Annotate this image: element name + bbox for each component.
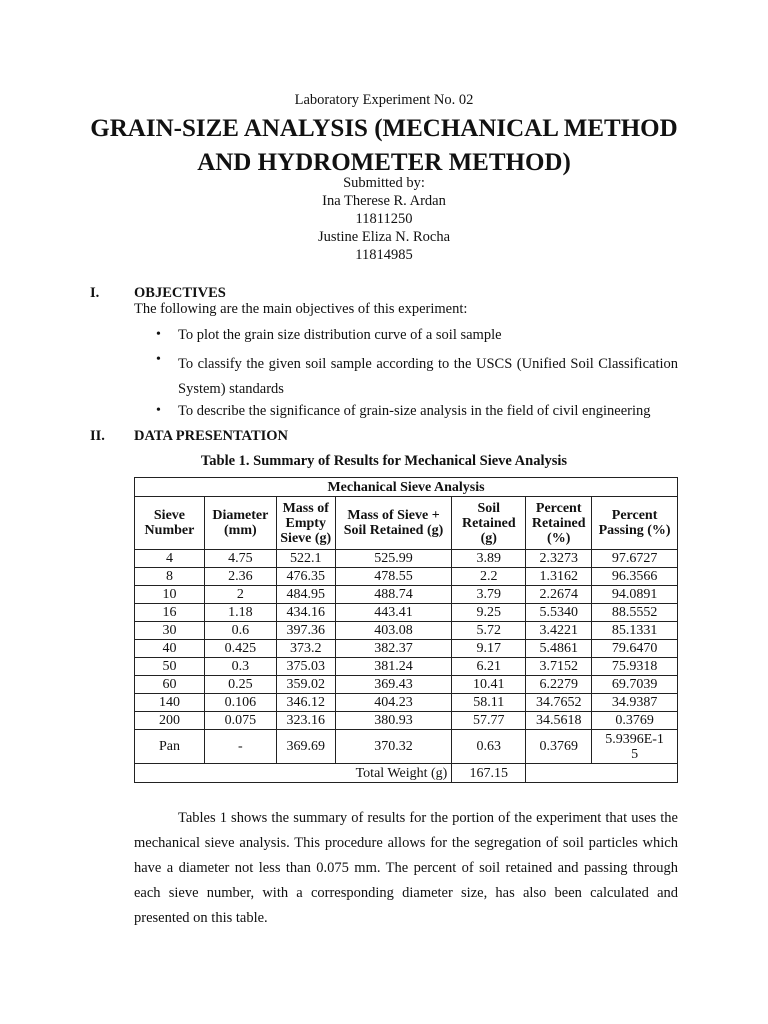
total-weight-value: 167.15: [452, 764, 526, 783]
column-header: Sieve Number: [135, 497, 205, 550]
table-cell: 525.99: [335, 550, 452, 568]
table-cell: 2.36: [204, 568, 276, 586]
table-cell: 97.6727: [592, 550, 678, 568]
section-numeral: I.: [90, 285, 100, 301]
bullet-icon: •: [156, 403, 161, 418]
table-cell: 375.03: [276, 658, 335, 676]
table-cell: 5.9396E-15: [592, 730, 678, 764]
column-header: Mass of Empty Sieve (g): [276, 497, 335, 550]
sieve-analysis-table: [134, 477, 678, 783]
section-numeral: II.: [90, 428, 105, 444]
submitted-by-label: Submitted by:: [343, 175, 425, 191]
section-heading: DATA PRESENTATION: [134, 428, 289, 444]
bullet-icon: •: [156, 327, 161, 342]
table-cell: 2: [204, 586, 276, 604]
table-cell: 0.3: [204, 658, 276, 676]
table-cell: 5.5340: [526, 604, 592, 622]
table-row: [135, 550, 678, 568]
table-cell: 5.72: [452, 622, 526, 640]
table-cell: 476.35: [276, 568, 335, 586]
table-cell: 8: [135, 568, 205, 586]
table-cell: 4.75: [204, 550, 276, 568]
table-cell: 9.25: [452, 604, 526, 622]
table-cell: 75.9318: [592, 658, 678, 676]
table-cell: 2.2: [452, 568, 526, 586]
table-cell: 397.36: [276, 622, 335, 640]
document-title-line2: AND HYDROMETER METHOD): [197, 149, 571, 176]
table-cell: 0.25: [204, 676, 276, 694]
table-cell: 57.77: [452, 712, 526, 730]
table-cell: 88.5552: [592, 604, 678, 622]
table-cell: 34.7652: [526, 694, 592, 712]
table-row: [135, 604, 678, 622]
table-cell: 434.16: [276, 604, 335, 622]
table-cell: 6.21: [452, 658, 526, 676]
table-cell: 0.3769: [526, 730, 592, 764]
table-cell: 381.24: [335, 658, 452, 676]
table-row: [135, 568, 678, 586]
table-cell: 369.43: [335, 676, 452, 694]
table-cell: 50: [135, 658, 205, 676]
table-cell: 5.4861: [526, 640, 592, 658]
table-cell: 10.41: [452, 676, 526, 694]
table-cell: 0.106: [204, 694, 276, 712]
table-cell: 3.89: [452, 550, 526, 568]
table-cell: 403.08: [335, 622, 452, 640]
table-cell: 2.2674: [526, 586, 592, 604]
objective-item: To plot the grain size distribution curve of a soil sample: [178, 327, 502, 343]
total-weight-label: Total Weight (g): [135, 764, 452, 783]
objectives-intro: The following are the main objectives of this experiment:: [134, 301, 468, 317]
table-cell: 69.7039: [592, 676, 678, 694]
table-cell: 359.02: [276, 676, 335, 694]
table-cell: 0.6: [204, 622, 276, 640]
table-cell: 3.7152: [526, 658, 592, 676]
table-cell: 40: [135, 640, 205, 658]
objective-item: To describe the significance of grain-size analysis in the field of civil engineering: [178, 403, 651, 419]
table-cell: 96.3566: [592, 568, 678, 586]
table-cell: 443.41: [335, 604, 452, 622]
column-header: Soil Retained (g): [452, 497, 526, 550]
objective-item: To classify the given soil sample according to the USCS (Unified Soil Classification System) standards: [178, 356, 678, 397]
table-cell: 346.12: [276, 694, 335, 712]
author-id: 11814985: [355, 247, 413, 263]
table-row: [135, 712, 678, 730]
table-row: [135, 586, 678, 604]
document-title-line1: GRAIN-SIZE ANALYSIS (MECHANICAL METHOD: [90, 115, 678, 142]
empty-cell: [526, 764, 678, 783]
table-cell: 404.23: [335, 694, 452, 712]
table-row: [135, 640, 678, 658]
column-header: Mass of Sieve + Soil Retained (g): [335, 497, 452, 550]
experiment-number: Laboratory Experiment No. 02: [294, 92, 474, 108]
table-cell: 478.55: [335, 568, 452, 586]
section-heading: OBJECTIVES: [134, 285, 226, 301]
table-row: [135, 730, 678, 764]
table-cell: 34.5618: [526, 712, 592, 730]
table-cell: 369.69: [276, 730, 335, 764]
table-cell: 323.16: [276, 712, 335, 730]
table-cell: Pan: [135, 730, 205, 764]
table-cell: 1.18: [204, 604, 276, 622]
column-header: Diameter (mm): [204, 497, 276, 550]
table-cell: 9.17: [452, 640, 526, 658]
table-cell: 16: [135, 604, 205, 622]
author-id: 11811250: [355, 211, 413, 227]
table-cell: 4: [135, 550, 205, 568]
table-row: [135, 658, 678, 676]
table-cell: 522.1: [276, 550, 335, 568]
results-paragraph: Tables 1 shows the summary of results for the portion of the experiment that uses the mechanical sieve analysis. This procedure allows for the segregation of soil particles which have a diameter not less than 0.075 mm. The percent of soil retained and passing through each sieve number, with a corresponding diameter size, has also been calculated and presented on this table.: [134, 810, 678, 926]
table-cell: 380.93: [335, 712, 452, 730]
table-cell: 34.9387: [592, 694, 678, 712]
table-cell: 79.6470: [592, 640, 678, 658]
table-cell: 373.2: [276, 640, 335, 658]
table-cell: 60: [135, 676, 205, 694]
table-cell: 6.2279: [526, 676, 592, 694]
table-cell: 382.37: [335, 640, 452, 658]
table-cell: 3.4221: [526, 622, 592, 640]
table-cell: -: [204, 730, 276, 764]
table-row: [135, 676, 678, 694]
table-cell: 1.3162: [526, 568, 592, 586]
author-name: Ina Therese R. Ardan: [322, 193, 446, 209]
column-header: Percent Retained (%): [526, 497, 592, 550]
table-row: [135, 622, 678, 640]
table-cell: 10: [135, 586, 205, 604]
table-cell: 3.79: [452, 586, 526, 604]
table-caption: Table 1. Summary of Results for Mechanical Sieve Analysis: [200, 453, 568, 469]
table-cell: 0.3769: [592, 712, 678, 730]
table-cell: 0.63: [452, 730, 526, 764]
table-cell: 85.1331: [592, 622, 678, 640]
table-cell: 94.0891: [592, 586, 678, 604]
table-cell: 484.95: [276, 586, 335, 604]
table-cell: 370.32: [335, 730, 452, 764]
table-row: [135, 694, 678, 712]
table-cell: 58.11: [452, 694, 526, 712]
author-name: Justine Eliza N. Rocha: [317, 229, 451, 245]
table-group-header: Mechanical Sieve Analysis: [135, 478, 678, 497]
column-header: Percent Passing (%): [592, 497, 678, 550]
table-cell: 2.3273: [526, 550, 592, 568]
table-cell: 30: [135, 622, 205, 640]
table-cell: 488.74: [335, 586, 452, 604]
bullet-icon: •: [156, 352, 161, 367]
table-cell: 0.075: [204, 712, 276, 730]
table-cell: 140: [135, 694, 205, 712]
table-cell: 0.425: [204, 640, 276, 658]
table-cell: 200: [135, 712, 205, 730]
